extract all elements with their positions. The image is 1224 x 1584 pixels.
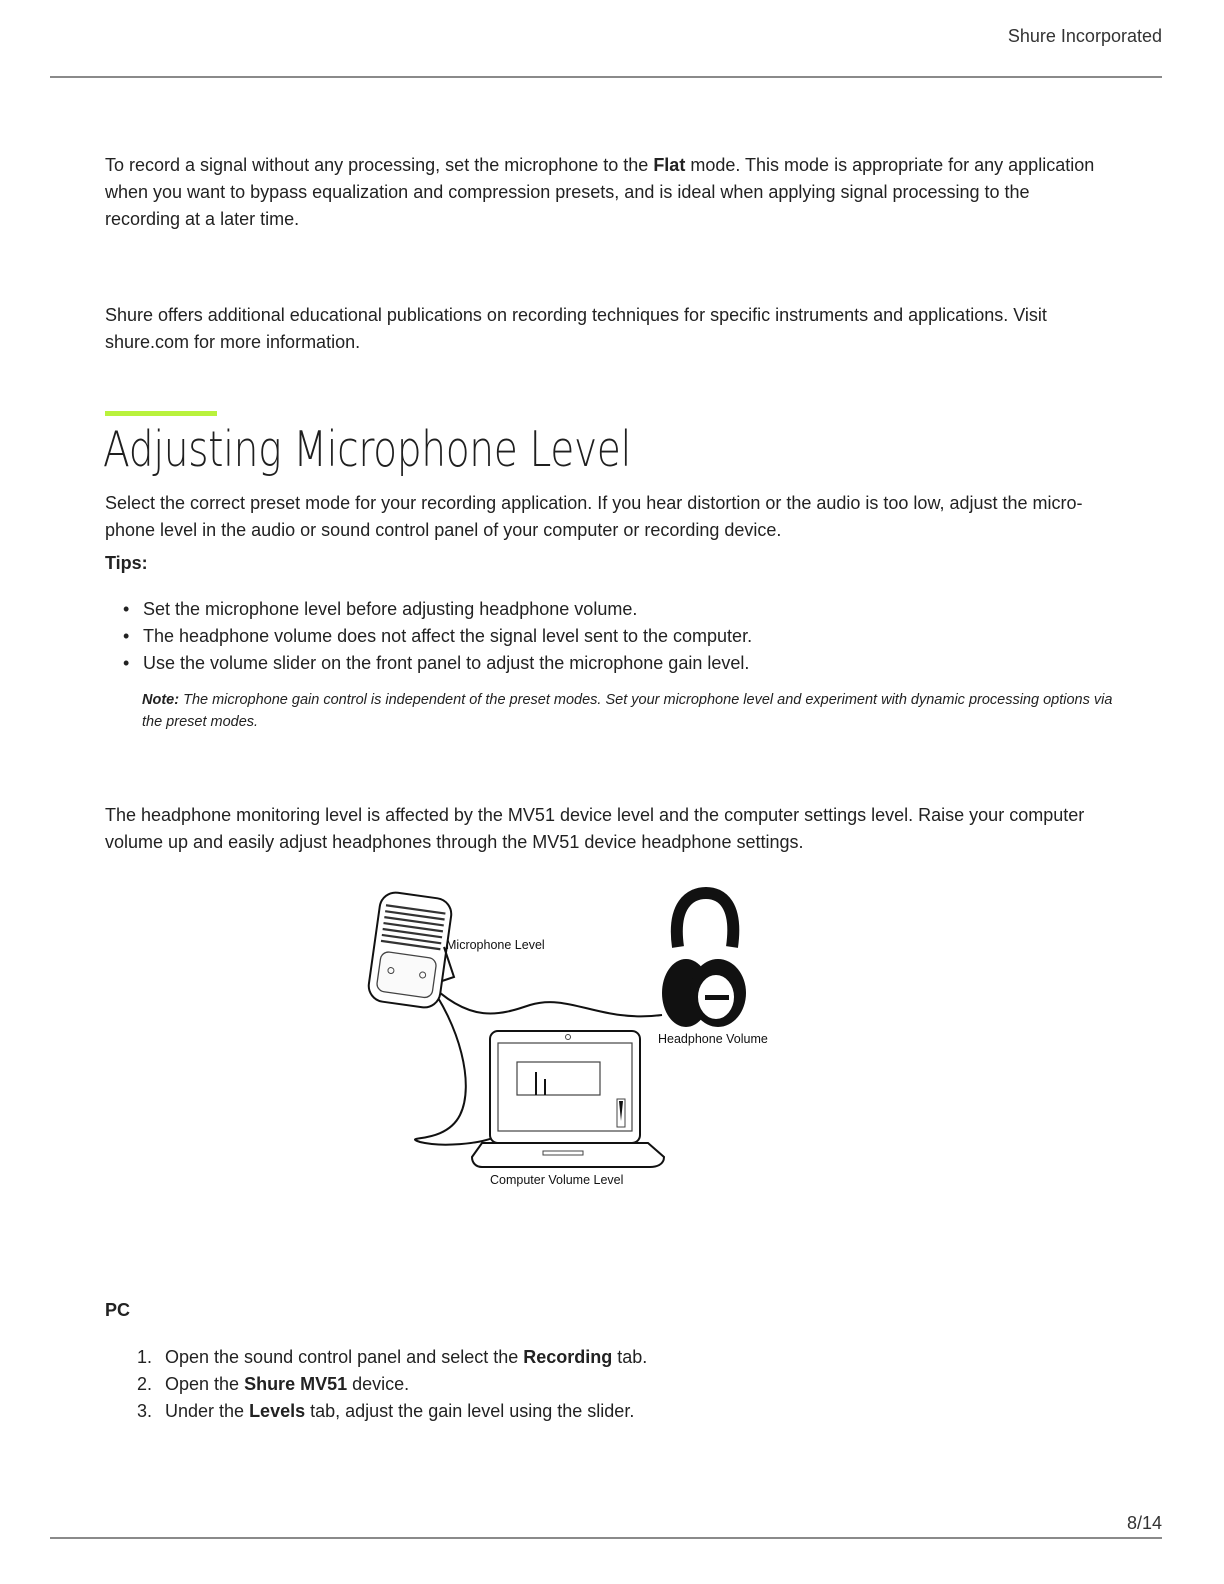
step-text: Under the bbox=[165, 1401, 250, 1421]
list-item bbox=[105, 623, 752, 650]
flat-mode-text-start: To record a signal without any processing, set the microphone to the bbox=[105, 155, 654, 175]
computer-volume-label: Computer Volume Level bbox=[490, 1173, 624, 1187]
microphone-level-label: Microphone Level bbox=[446, 938, 545, 952]
tip-text: Use the volume slider on the front panel to adjust the microphone gain level. bbox=[143, 653, 750, 673]
step-text: tab. bbox=[612, 1347, 648, 1367]
step-text: Open the sound control panel and select the bbox=[165, 1347, 524, 1367]
headphones-icon bbox=[662, 893, 746, 1027]
bullet-icon: • bbox=[123, 653, 130, 673]
level-diagram bbox=[360, 885, 780, 1195]
bullet-icon: • bbox=[123, 626, 130, 646]
footer-divider bbox=[50, 1537, 1162, 1539]
step-keyword: Shure MV51 bbox=[244, 1374, 348, 1394]
flat-mode-text-end: mode. This mode is appropriate for any application when you want to bypass equalization and compression presets, and is ideal when applying signal processing to the recording at a later time. bbox=[105, 155, 1095, 229]
step-text: tab, adjust the gain level using the slider. bbox=[305, 1401, 635, 1421]
section-accent-bar bbox=[105, 411, 217, 416]
bullet-icon: • bbox=[123, 599, 130, 619]
headphone-volume-label: Headphone Volume bbox=[658, 1032, 768, 1046]
step-text: device. bbox=[347, 1374, 410, 1394]
list-item bbox=[105, 1398, 647, 1425]
step-number: 2. bbox=[137, 1374, 153, 1394]
tip-text: Set the microphone level before adjusting headphone volume. bbox=[143, 599, 638, 619]
tips-label: Tips: bbox=[105, 553, 148, 573]
note-text: The microphone gain control is independent of the preset modes. Set your microphone level and experiment with dynamic processing options via the preset modes. bbox=[142, 692, 1113, 730]
step-number: 3. bbox=[137, 1401, 153, 1421]
section-intro-paragraph: Select the correct preset mode for your recording application. If you hear distortion or the audio is too low, adjust the micro-phone level in the audio or sound control panel of your computer or recording device. bbox=[105, 493, 1083, 540]
education-paragraph: Shure offers additional educational publications on recording techniques for specific instruments and applications. Visit shure.com for more information. bbox=[105, 305, 1047, 352]
list-item bbox=[105, 1371, 647, 1398]
pc-steps-list bbox=[105, 1344, 647, 1425]
note-block bbox=[142, 689, 1117, 733]
list-item bbox=[105, 1344, 647, 1371]
step-number: 1. bbox=[137, 1347, 153, 1367]
microphone-icon bbox=[367, 891, 454, 1010]
flat-mode-paragraph bbox=[105, 152, 1105, 233]
tips-list bbox=[105, 596, 752, 677]
flat-mode-keyword: Flat bbox=[653, 155, 686, 175]
header-divider bbox=[50, 76, 1162, 78]
page-number: 8/14 bbox=[1126, 1513, 1162, 1533]
step-keyword: Recording bbox=[523, 1347, 613, 1367]
pc-heading: PC bbox=[105, 1300, 131, 1320]
section-title: Adjusting Microphone Level bbox=[103, 421, 631, 478]
step-text: Open the bbox=[165, 1374, 245, 1394]
monitoring-paragraph: The headphone monitoring level is affected by the MV51 device level and the computer settings level. Raise your computer volume up and easily adjust headphones through the MV51 device headphone settings. bbox=[105, 805, 1085, 852]
header-company-name: Shure Incorporated bbox=[1007, 26, 1162, 46]
list-item bbox=[105, 596, 752, 623]
tip-text: The headphone volume does not affect the signal level sent to the computer. bbox=[143, 626, 753, 646]
note-label: Note: bbox=[142, 692, 180, 708]
list-item bbox=[105, 650, 752, 677]
step-keyword: Levels bbox=[249, 1401, 306, 1421]
laptop-icon bbox=[472, 1031, 664, 1167]
